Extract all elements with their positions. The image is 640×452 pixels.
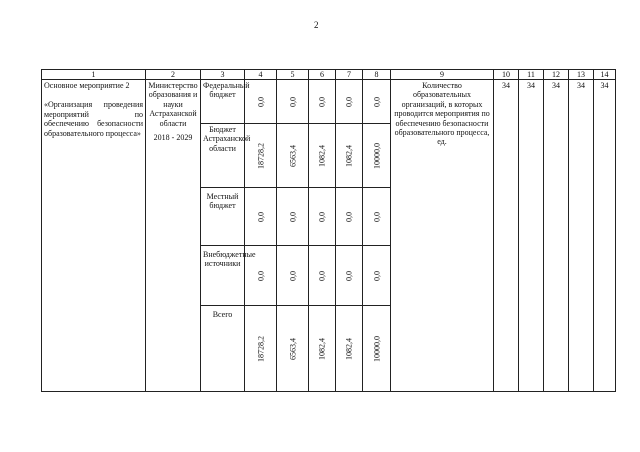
source-label: Всего (201, 306, 245, 392)
header-cell: 10 (494, 70, 519, 80)
value-cell: 0,0 (363, 80, 391, 124)
header-cell: 5 (277, 70, 309, 80)
value-cell: 0,0 (309, 246, 336, 306)
source-label: Внебюджетные источники (201, 246, 245, 306)
value-cell: 0,0 (277, 246, 309, 306)
header-cell: 13 (569, 70, 594, 80)
source-label: Бюджет Астраханской области (201, 124, 245, 188)
page-number: 2 (314, 20, 319, 30)
indicator-value: 34 (544, 80, 569, 392)
activity-cell (42, 80, 146, 392)
value-cell: 10000,0 (363, 306, 391, 392)
value-cell: 0,0 (309, 80, 336, 124)
header-cell: 1 (42, 70, 146, 80)
value-cell: 0,0 (336, 188, 363, 246)
value-cell: 0,0 (336, 80, 363, 124)
source-label: Федеральный бюджет (201, 80, 245, 124)
header-cell: 11 (519, 70, 544, 80)
header-cell: 6 (309, 70, 336, 80)
value-cell: 0,0 (363, 188, 391, 246)
header-row (42, 70, 616, 80)
header-cell: 7 (336, 70, 363, 80)
value-cell: 6563,4 (277, 306, 309, 392)
header-cell: 4 (245, 70, 277, 80)
value-cell: 0,0 (277, 188, 309, 246)
header-cell: 14 (594, 70, 616, 80)
executor-name: Министерство образования и науки Астраханской области (148, 81, 198, 128)
indicator-value: 34 (594, 80, 616, 392)
value-cell: 6563,4 (277, 124, 309, 188)
value-cell: 0,0 (245, 80, 277, 124)
indicator-value: 34 (494, 80, 519, 392)
value-cell: 1082,4 (336, 306, 363, 392)
value-cell: 0,0 (245, 188, 277, 246)
value-cell: 0,0 (245, 246, 277, 306)
value-cell: 0,0 (277, 80, 309, 124)
header-cell: 12 (544, 70, 569, 80)
executor-cell (146, 80, 201, 392)
value-cell: 0,0 (309, 188, 336, 246)
activity-title: Основное мероприятие 2 (44, 81, 130, 90)
table-row (42, 80, 616, 124)
indicator-value: 34 (569, 80, 594, 392)
value-cell: 10000,0 (363, 124, 391, 188)
source-label: Местный бюджет (201, 188, 245, 246)
value-cell: 1082,4 (309, 124, 336, 188)
activity-text: «Организация проведения мероприятий по обеспечению безопасности образовательного процесса» (44, 100, 143, 138)
indicator-text: Количество образовательных организаций, в которых проводится мероприятия по обеспечению безопасности образовательного процесса, ед. (391, 80, 494, 392)
value-cell: 1082,4 (336, 124, 363, 188)
value-cell: 18728,2 (245, 306, 277, 392)
program-table (41, 69, 616, 392)
header-cell: 3 (201, 70, 245, 80)
value-cell: 0,0 (363, 246, 391, 306)
executor-period: 2018 - 2029 (153, 133, 193, 143)
indicator-value: 34 (519, 80, 544, 392)
header-cell: 9 (391, 70, 494, 80)
value-cell: 18728,2 (245, 124, 277, 188)
value-cell: 1082,4 (309, 306, 336, 392)
value-cell: 0,0 (336, 246, 363, 306)
header-cell: 8 (363, 70, 391, 80)
header-cell: 2 (146, 70, 201, 80)
